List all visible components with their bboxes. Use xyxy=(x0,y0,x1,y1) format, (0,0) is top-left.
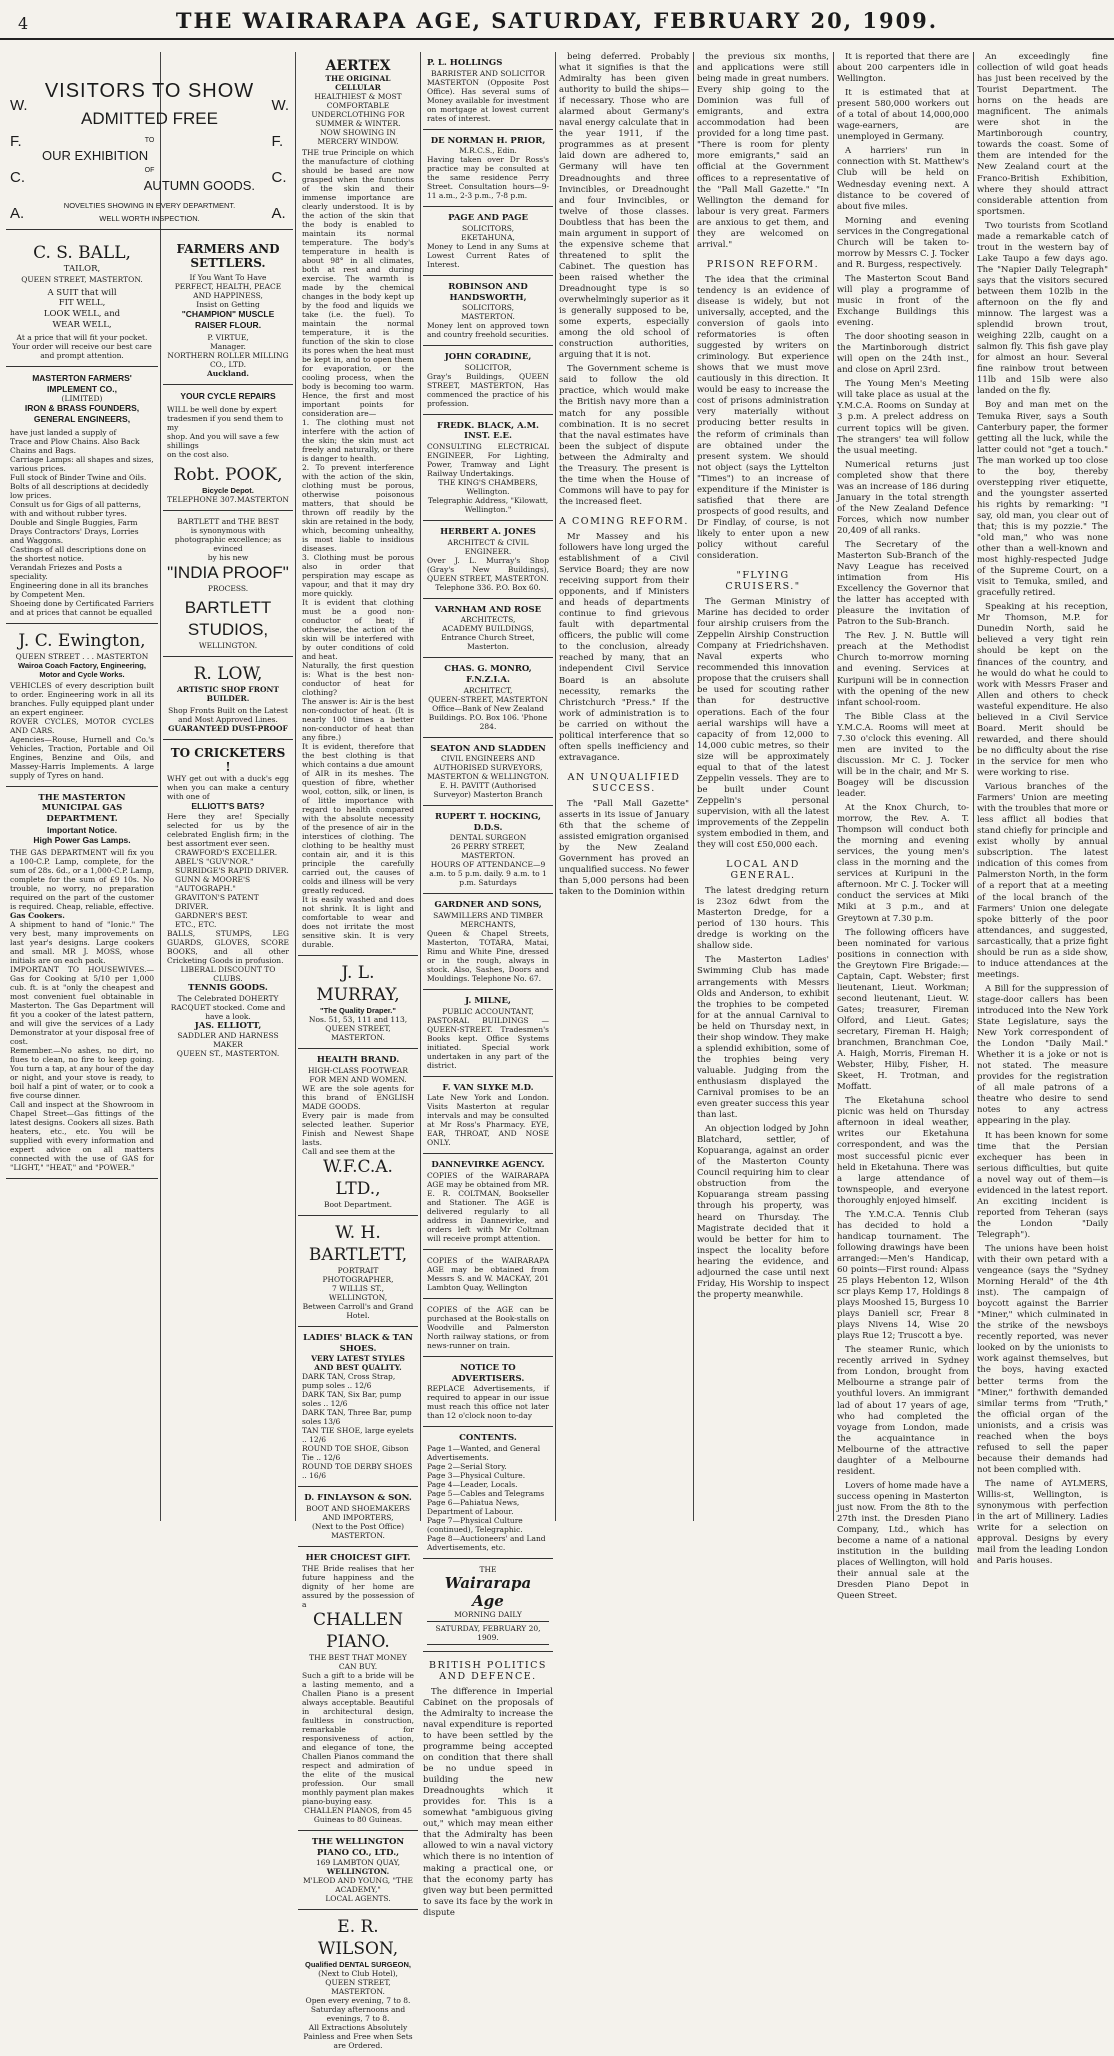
column-5: being deferred. Probably what it signifies is that the Admiralty has been given authority to build the ships—if necessary. Those who are alarmed about Germany's naval energy calculate that in the year 1911, if the programmes as at present laid down are adhered to, Germany will have ten Dreadnoughts and three Invincibles, or Dreadnought and four Invincibles, or twelve of those classes. Doubtless that has been the main argument in support of the expensive scheme that threatened to split the Cabinet. The question has been raised whether the Dreadnought type is so overwhelmingly superior as it is generally supposed to be, some experts, especially among the old school of construction authorities, arguing that it is not. The Government scheme is said to follow the old practice, which would make the British navy more than a match for any possible combination. It is no secret that the naval estimates have been the subject of dispute between the Admiralty and the Treasury. The present is the time when the House of Commons will have to pay for the increased fleet. A COMING REFORM. Mr Massey and his followers have long urged the establishment of a Civil Service Board; they are now receiving support from their opponents, and if Ministers and heads of departments continue to find grievous fault with departmental officers, the public will come to the conclusion, already reached by many, that an independent Civil Service Board is an absolute necessity, remarks the Christchurch "Press." If the work of administration is to be carried on without the political interference that so often spells inefficiency and extravagance. AN UNQUALIFIED SUCCESS. The "Pall Mall Gazette" asserts in its issue of January 6th that the scheme of assisted emigration organised by the New Zealand Government has proved an unqualified success. No fewer than 5,000 persons had been taken to the Dominion within xyxy=(559,52,689,898)
wfca-ltd: W.F.C.A. LTD., xyxy=(323,1156,393,1199)
column-rule xyxy=(160,52,161,1521)
wellington-piano-ad: THE WELLINGTON PIANO CO., LTD., 169 LAMBTON QUAY, WELLINGTON. M'LEOD AND YOUNG, "THE ACADEMY," LOCAL AGENTS. xyxy=(298,1831,418,1910)
wfca-of: OF xyxy=(144,167,155,174)
shoes-ad: LADIES' BLACK & TAN SHOES. VERY LATEST STYLES AND BEST QUALITY. DARK TAN, Cross Strap, pump soles .. 12/6 DARK TAN, Six Bar, pump soles .. 12/6 DARK TAN, Three Bar, pump soles 13/6 TAN TIE SHOE, large eyelets .. 12/6 ROUND TOE SHOE, Gibson Tie .. 12/6 ROUND TOE DERBY SHOES .. 16/6 xyxy=(298,1327,418,1487)
wilson-ad: E. R. WILSON, Qualified DENTAL SURGEON, (Next to Club Hotel), QUEEN STREET, MASTERTON. Open every evening, 7 to 8. Saturday afternoons and evenings, 7 to 8. All Extractions Absolutely Painless and Free when Sets are Ordered. xyxy=(303,1917,413,2051)
bartlett-proof-ad: BARTLETT and THE BEST is synonymous with photographic excellence; as evinced by his new "INDIA PROOF" PROCESS. BARTLETT STUDIOS, WELLINGTON. xyxy=(163,511,293,657)
finlayson-ad: D. FINLAYSON & SON. BOOT AND SHOEMAKERS AND IMPORTERS, (Next to the Post Office) MASTERTON. xyxy=(298,1487,418,1547)
low-ad: R. LOW, ARTISTIC SHOP FRONT BUILDER. Shop Fronts Built on the Latest and Most Approved Lines. GUARANTEED DUST-PROOF xyxy=(163,657,293,740)
low-name: R. LOW, xyxy=(193,664,263,685)
column-rule xyxy=(295,52,296,1521)
bartlett-ad: W. H. BARTLETT, PORTRAIT PHOTOGRAPHER, 7 WILLIS ST., WELLINGTON, Between Carroll's and Grand Hotel. xyxy=(298,1216,418,1327)
jones-card: HERBERT A. JONES ARCHITECT & CIVIL ENGINEER. Over J. L. Murray's Shop (Gray's New Buildings), QUEEN STREET, MASTERTON. Telephone 336. P.O. Box 60. xyxy=(423,521,553,599)
column-8: An exceedingly fine collection of wild goat heads has just been received by the Tourist Department. The horns on the heads are magnificent. The animals were shot in the Martinborough country, towards the coast. Some of them are intended for the New Zealand court at the Franco-British Exhibition, where they should attract considerable attention from sportsmen. Two tourists from Scotland made a remarkable catch of trout in the western bay of Lake Taupo a few days ago. The "Napier Daily Telegraph" says that the visitors secured between them 102lb in the afternoon on the fly and minnow. The largest was a splendid brown trout, weighing 22lb, caught on a salmon fly. This fish gave play for almost an hour. Several fine rainbow trout between 11lb and 15lb were also landed on the fly. Boy and man met on the Temuka River, says a South Canterbury paper, the former getting all the luck, while the latter could not "get a touch." The man worked up too close to the boy, thereby overstepping river etiquette, and the youngster asserted his rights by remarking: "I say, old man, you clear out of that; this is my pozzie." The "old man," who was none other than a well-known and most highly-respected Judge of the Supreme Court, on a visit to Temuka, smiled, and gracefully retired. Speaking at his reception, Mr Thomson, M.P. for Dunedin North, said he believed a very tight rein should be kept on the finances of the country, and he would do what he could to work with Messrs Fraser and Allen and others to check wasteful expenditure. He also believed in a Civil Service Board. Merit should be rewarded, and there should be no difficulty about the rise in the service for men who were working to rise. Various branches of the Farmers' Union are meeting with the troubles that more or less afflict all bodies that stand chiefly for principle and exist wholly by annual subscription. The latest indication of this comes from Palmerston North, in the form of a report that at a meeting of the local branch of the Farmers' Union one delegate spoke bitterly of the poor attendances, and suggested, sarcastically, that a prize fight should be run as a side show, to induce attendances at the meetings. A Bill for the suppression of stage-door callers has been introduced into the New York State Legislature, says the New York correspondent of the London "Daily Mail." Whether it is a joke or not is not stated. The measure provides for the registration of all male patrons of a theatre who desire to send notes to any actress appearing in the play. It has been known for some time that the Persian exchequer has been in serious difficulties, but quite a novel way out of them—is evidenced in the latest report. An exciting incident is reported from Teheran (says the London "Daily Telegraph"). The unions have been hoist with their own petard with a vengeance (says the "Sydney Morning Herald" of the 4th inst). The campaign of boycott against the Barrier "Miner," which culminated in the strike of the newsboys recently reported, was never looked on by the unionists to work against themselves, but the boys, having exacted better terms from the "Miner," forthwith demanded similar terms from "Truth," the official organ of the unionists, and a crisis was reached when the boys refused to sell the paper because their demands had not been complied with. The name of AYLMERS, Willis-st, Wellington, is synonymous with perfection in the art of Millinery. Ladies write for a selection on approval. Designs by every mail from the leading London and Paris houses. xyxy=(977,52,1108,1567)
pook-name: Robt. POOK, xyxy=(173,464,283,485)
column-rule xyxy=(693,52,694,1521)
wfca-autumn: AUTUMN GOODS. xyxy=(143,178,255,193)
column-7: It is reported that there are about 200 carpenters idle in Wellington. It is estimated that at present 580,000 workers out of a total of about 14,000,000 wage-earners, are unemployed in Germany. A harriers' run in connection with St. Matthew's Club will be held on Wednesday evening next. A distance to be covered of about five miles. Morning and evening services in the Congregational Church will be taken to-morrow by Messrs C. J. Tocker and R. Burgess, respectively. The Masterton Scout Band will play a programme of music in front of the Exchange Buildings this evening. The door shooting season in the Martinborough district will open on the 24th inst., and close on April 23rd. The Young Men's Meeting will take place as usual at the Y.M.C.A. Rooms on Sunday at 3 p.m. A prelect address on current topics will be given. The strangers' tea will follow the usual meeting. Numerical returns just completed show that there was an increase of 186 during January in the total strength of the New Zealand Defence Forces, which now number 20,409 of all ranks. The Secretary of the Masterton Sub-Branch of the Navy League has received intimation from His Excellency the Governor that the latter has accepted with pleasure the invitation of Patron to the Sub-Branch. The Rev. J. N. Buttle will preach at the Methodist Church to-morrow morning and evening. Services at Kuripuni will be in connection with the opening of the new infant school-room. The Bible Class at the Y.M.C.A. Rooms will meet at 7.30 o'clock this evening. All men are invited to the discussion. Mr C. J. Tocker will be in the chair, and Mr S. Boagey will be discussion leader. At the Knox Church, to-morrow, the Rev. A. T. Thompson will conduct both the morning and evening services, the young men's class in the morning and the services at Kuripuni in the afternoon. Mr C. J. Tocker will conduct the services at Miki Miki at 3 p.m., and at Greytown at 7.30 p.m. The following officers have been nominated for various positions in connection with the Greytown Fire Brigade:—Captain, Capt. Webster; first lieutenant, Lieut. Workman; second lieutenant, Lieut. W. Gates; treasurer, Fireman Olford, and Lieut. Gates; secretary, Fireman H. Haigh; branchmen, Branchman Coe, A. Haigh, Morris, Fireman H. Webster, Hiiby, Fisher, H. Skeet, H. Trotman, and Moffatt. The Eketahuna school picnic was held on Thursday afternoon in ideal weather, writes our Eketahuna correspondent, and was the most successful picnic ever held in Eketahuna. There was a large attendance of townspeople, and everyone thoroughly enjoyed himself. The Y.M.C.A. Tennis Club has decided to hold a handicap tournament. The following drawings have been arranged:—Men's Handicap, 60 points—First round: Alpass 25 plays Hebenton 12, Wilson scr plays Kemp 17, Holdings 8 plays Mooshed 15, Burgess 10 plays Daniell scr, Frear 8 plays Nivens 14, Wise 20 plays Rue 12; Truscott a bye. The steamer Runic, which recently arrived in Sydney from London, brought from Melbourne a strange pair of youthful lovers. An immigrant lad of about 17 years of age, who had completed the voyage from London, made the acquaintance in Melbourne of the attractive daughter of a Melbourne resident. Lovers of home made have a success opening in Masterton just now. From the 8th to the 27th inst. the Dresden Piano Company, Ltd., which has become a name of a national institution in the building places of Wellington, will hold their annual sale at the Dresden Piano Depot in Queen Street. xyxy=(837,52,969,1602)
hollings-card: P. L. HOLLINGS BARRISTER AND SOLICITOR MASTERTON (Opposite Post Office). Has several sums of Money available for investment on mortgage at lowest current rates of interest. xyxy=(423,52,553,130)
ewington-name: J. C. Ewington, xyxy=(18,630,146,651)
milne-card: J. MILNE, PUBLIC ACCOUNTANT, PASTORAL BUILDINGS — QUEEN-STREET. Tradesmen's Books kept. Office Systems initiated. Special work undertaken in any part of the district. xyxy=(423,990,553,1077)
wfca-subheadline: ADMITTED FREE xyxy=(81,109,218,128)
vanslyke-card: F. VAN SLYKE M.D. Late New York and London. Visits Masterton at regular intervals and may be consulted at Mr Ross's Pharmacy. EYE, EAR, THROAT, AND NOSE ONLY. xyxy=(423,1077,553,1155)
monro-card: CHAS. G. MONRO, F.N.Z.I.A. ARCHITECT, QUEEN-STREET, MASTERTON Office—Bank of New Zealand Buildings. P.O. Box 106. 'Phone 284. xyxy=(423,658,553,737)
wfca-to: TO xyxy=(144,137,155,144)
ball-address: QUEEN STREET, MASTERTON. xyxy=(21,274,143,284)
ewington-ad: J. C. Ewington, QUEEN STREET . . . MASTERTON Wairoa Coach Factory, Engineering, Motor and Cycle Works. VEHICLES of every description built to order. Engineering work in all its branches. Fully equipped plant under an expert engineer. ROVER CYCLES, MOTOR CYCLES AND CARS. Agencies—Rouse, Hurnell and Co.'s Vehicles, Traction, Portable and Oil Engines, Benzine and Oils, and Massey-Harris Implements. A large supply of Tyres on hand. xyxy=(6,624,158,787)
implement-title: MASTERTON FARMERS' IMPLEMENT CO., xyxy=(32,373,132,394)
dannevirke-notice: DANNEVIRKE AGENCY. COPIES of the WAIRARAPA AGE may be obtained from MR. E. R. COLTMAN, Bookseller and Stationer. The AGE is delivered regularly to all address in Dannevirke, and orders left with Mr Coltman will receive prompt attention. xyxy=(423,1154,553,1250)
page-card: PAGE AND PAGE SOLICITORS, EKETAHUNA, Money to Lend in any Sums at Lowest Current Rates of Interest. xyxy=(423,207,553,276)
ball-name: C. S. BALL, xyxy=(33,243,131,263)
bartlett-studios: BARTLETT STUDIOS, xyxy=(184,598,272,640)
wfca-novelties: NOVELTIES SHOWING IN EVERY DEPARTMENT. xyxy=(63,201,236,210)
ball-ad: C. S. BALL, TAILOR, QUEEN STREET, MASTERTON. A SUIT that will FIT WELL, LOOK WELL, and WEAR WELL, At a price that will fit your pocket. Your order will receive our best care and prompt attention. xyxy=(6,236,158,367)
wellington-copies-notice: COPIES of the WAIRARAPA AGE may be obtained from Messrs S. and W. MACKAY, 201 Lambton Quay, Wellington xyxy=(423,1250,553,1299)
editorial-article: BRITISH POLITICS AND DEFENCE. The difference in Imperial Cabinet on the proposals of the Admiralty to increase the naval expenditure is reported to have been settled by the programme being accepted on condition that there shall be no undue speed in building the new Dreadnoughts which it provides for. This is a somewhat "ambiguous giving out," which may mean either that the Admiralty has been allowed to win a naval victory which there is no intention of making a practical one, or that the economy party has given way but been permitted to save its face by the work in dispute xyxy=(423,1659,553,1918)
page-header xyxy=(0,0,1114,40)
column-rule xyxy=(833,52,834,1521)
column-rule xyxy=(420,52,421,1521)
cricketers-ad: TO CRICKETERS ! WHY get out with a duck's egg when you can make a century with one of ELLIOTT'S BATS? Here they are! Specially selected for us by the celebrated English firm; in the best assortment ever seen. CRAWFORD'S EXCELLER. ABEL'S "GUV'NOR." SURRIDGE'S RAPID DRIVER. GUNN & MOORE'S "AUTOGRAPH." GRAVITON'S PATENT DRIVER. GARDNER'S BEST. ETC., ETC. BALLS, STUMPS, LEG GUARDS, GLOVES, SCORE BOOKS, and all other Cricketing Goods in profusion. LIBERAL DISCOUNT TO CLUBS. TENNIS GOODS. The Celebrated DOHERTY RACQUET stocked. Come and have a look. JAS. ELLIOTT, SADDLER AND HARNESS MAKER QUEEN ST., MASTERTON. xyxy=(167,746,289,1059)
masthead: THE WAIRARAPA AGE, SATURDAY, FEBRUARY 20, 1909. xyxy=(175,8,939,33)
implement-ad: MASTERTON FARMERS' IMPLEMENT CO., (LIMITED) IRON & BRASS FOUNDERS, GENERAL ENGINEERS, have just landed a supply of Trace and Plow Chains. Also Back Chains and Bags. Carriage Lamps: all shapes and sizes, various prices. Full stock of Binder Twine and Oils. Bolts of all descriptions at decidedly low prices. Consult us for Gigs of all patterns, with and without rubber tyres. Double and Single Buggies, Farm Drays Contractors' Drays, Lorries and Waggons. Castings of all descriptions done on the shortest notice. Verandah Friezes and Posts a speciality. Engineering done in all its branches by Competent Men. Shoeing done by Certificated Farriers and at prices that cannot be equalled xyxy=(6,367,158,624)
murray-name: J. L. MURRAY, xyxy=(316,963,400,1006)
advertisers-notice: NOTICE TO ADVERTISERS. REPLACE Advertisements, if required to appear in our issue must reach this office not later than 12 o'clock noon to-day xyxy=(423,1357,553,1427)
india-proof: "INDIA PROOF" xyxy=(167,562,289,582)
cricketers-title: TO CRICKETERS ! xyxy=(170,746,286,775)
aertex-title: AERTEX xyxy=(325,58,391,74)
page-number: 4 xyxy=(18,14,29,33)
black-card: FREDK. BLACK, A.M. INST. E.E. CONSULTING ELECTRICAL ENGINEER, For Lighting, Power, Tramway and Light Railway Undertakings. THE KING'S CHAMBERS, Wellington. Telegraphic Address, "Kilowatt, Wellington." xyxy=(423,415,553,521)
gas-title: THE MASTERTON MUNICIPAL GAS DEPARTMENT. xyxy=(38,792,126,825)
varnham-card: VARNHAM AND ROSE ARCHITECTS, ACADEMY BUILDINGS, Entrance Church Street, Masterton. xyxy=(423,599,553,659)
wfca-our-exhibition: OUR EXHIBITION xyxy=(42,148,149,163)
murray-ad: J. L. MURRAY, "The Quality Draper." Nos. 51, 53, 111 and 113, QUEEN STREET, MASTERTON. xyxy=(298,956,418,1049)
wfca-headline: VISITORS TO SHOW xyxy=(44,80,255,102)
health-brand-ad: HEALTH BRAND. HIGH-CLASS FOOTWEAR FOR MEN AND WOMEN. WE are the sole agents for this brand of ENGLISH MADE GOODS. Every pair is made from selected leather. Superior Finish and Newest Shape lasts. Call and see them at the W.F.C.A. LTD., Boot Department. xyxy=(298,1049,418,1216)
champion-flour: "CHAMPION" MUSCLE RAISER FLOUR. xyxy=(181,309,275,330)
farmers-ad: FARMERS AND SETTLERS. If You Want To Have PERFECT, HEALTH, PEACE AND HAPPINESS, Insist on Getting "CHAMPION" MUSCLE RAISER FLOUR. P. VIRTUE, Manager. NORTHERN ROLLER MILLING CO., LTD. Auckland. xyxy=(163,236,293,385)
choicest-gift-ad: HER CHOICEST GIFT. THE Bride realises that her future happiness and the dignity of her home are assured by the possession of a CHALLEN PIANO. THE BEST THAT MONEY CAN BUY. Such a gift to a bride will be a lasting memento, and a Challen Piano is a present always acceptable. Beautiful in architectural design, faultless in construction, remarkable for responsiveness of action, and elegance of tone, the Challen Pianos command the respect and admiration of the elite of the musical profession. Our small monthly payment plan makes piano-buying easy. CHALLEN PIANOS, from 45 Guineas to 80 Guineas. xyxy=(298,1547,418,1831)
gardner-card: GARDNER AND SONS, SAWMILLERS AND TIMBER MERCHANTS, Queen & Chapel Streets, Masterton, TOTARA, Matai, Rimu and White Pine, dressed or in the rough, always in stock. Also, Sashes, Doors and Mouldings. Telephone No. 67. xyxy=(423,894,553,990)
hocking-card: RUPERT T. HOCKING, D.D.S. DENTAL SURGEON 26 PERRY STREET, MASTERTON. HOURS OF ATTENDANCE—9 a.m. to 5 p.m. daily. 9 a.m. to 1 p.m. Saturdays xyxy=(423,806,553,894)
railway-copies-notice: COPIES of the AGE can be purchased at the Book-stalls on Woodville and Palmerston North railway stations, or from news-runner on train. xyxy=(423,1299,553,1357)
column-rule xyxy=(555,52,556,1521)
prior-card: DE NORMAN H. PRIOR, M.R.C.S., Edin. Having taken over Dr Ross's practice may be consulted at the same residence Perry Street. Consultation hours—9-11 a.m., 2-3 p.m., 7-8 p.m. xyxy=(423,130,553,208)
wfca-left-letters: W. F. C. A. xyxy=(10,97,28,222)
health-title: HEALTH BRAND. xyxy=(316,1055,400,1066)
ball-trade: TAILOR, xyxy=(63,264,101,275)
editorial-flag: THE Wairarapa Age MORNING DAILY SATURDAY, FEBRUARY 20, 1909. xyxy=(423,1559,553,1652)
wfca-ad xyxy=(6,52,293,230)
paper-title: Wairarapa Age xyxy=(444,1573,532,1610)
cycle-title: YOUR CYCLE REPAIRS xyxy=(180,391,276,402)
farmers-title: FARMERS AND SETTLERS. xyxy=(176,242,280,270)
wfca-right-letters: W. F. C. A. xyxy=(271,97,289,222)
gas-ad: THE MASTERTON MUNICIPAL GAS DEPARTMENT. Important Notice. High Power Gas Lamps. THE GAS DEPARTMENT will fix you a 100-C.P. Lamp, complete, for the sum of 28s. 6d., or a 1,000-C.P. Lamp, complete for the sum of £9 10s. No trouble, no worry, no preparation required on the part of the customer is required. Cheap, reliable, effective. Gas Cookers. A shipment to hand of "Ionic." The very best, many improvements on last year's designs. Large cookers and small. MR J. MOSS, whose initials are on each pack. IMPORTANT TO HOUSEWIVES.—Gas for Cooking at 5/10 per 1,000 cub. ft. is at "only the cheapest and most convenient fuel obtainable in Masterton. The Gas Department will fit you a cooker of the latest pattern, and will give the services of a Lady Demonstrator at your disposal free of cost. Remember.—No ashes, no dirt, no flues to clean, no fire to keep going. You turn a tap, at any hour of the day or night, and your stove is ready, to boil half a pint of water, or to cook a five course dinner. Call and inspect at the Showroom in Chapel Street—Gas fittings of the latest designs. Cookers all sizes. Bath heaters, etc., etc. You will be supplied with every information and expert advice on all matters connected with the use of GAS for "LIGHT," "HEAT," and "POWER." xyxy=(6,787,158,1179)
wfca-inspection: WELL WORTH INSPECTION. xyxy=(99,214,200,223)
aertex-ad: AERTEX THE ORIGINAL CELLULAR HEALTHIEST & MOST COMFORTABLE UNDERCLOTHING FOR SUMMER & WINTER. NOW SHOWING IN MERCERY WINDOW. THE true Principle on which the manufacture of clothing should be based are now grasped when the functions of the skin and their immense importance are clearly understood. It is by the action of the skin that the body is enabled to maintain its normal temperature. The body's temperature in health is about 98° in all climates, both at rest and during exercise. The warmth is made by the chemical changes in the body kept up by the food and liquids we take (i.e. the fuel). To maintain the normal temperature, it is the function of the skin to close its pores when the heat must be kept in, and to open them for evaporation, or the cooling process, when the body is becoming too warm. Hence, the first and most important points for consideration are— 1. The clothing must not interfere with the action of the skin; the skin must act freely and naturally, or there is danger to health. 2. To prevent interference with the action of the skin, clothing must be porous, otherwise poisonous matters, that should be thrown off readily by the skin are retained in the body, which, becoming unhealthy, is most liable to insidious diseases. 3. Clothing must be porous also in order that perspiration may escape as vapour, and that it may dry more quickly. It is evident that clothing must be a good non-conductor of heat; if otherwise, the action of the skin will be interfered with by outer conditions of cold and heat. Naturally, the first question is: What is the best non-conductor of heat for clothing? The answer is: Air is the best non-conductor of heat. (It is nearly 100 times a better non-conductor of heat than any fibre.) It is evident, therefore that the best clothing is that which contains a due amount of AIR in its meshes. The question of fibre, whether wool, cotton, silk, or linen, is of little importance with regard to health compared with the absolute necessity of the presence of air in the interstices of clothing. The clothing to be healthy must contain air, and it is this principle the carefully carried out, the causes of colds and illness will be very greatly reduced. It is easily washed and does not shrink. It is light and comfortable to wear and does not irritate the most sensitive skin. It is very durable. xyxy=(298,52,418,956)
robinson-card: ROBINSON AND HANDSWORTH, SOLICITORS, MASTERTON. Money lent on approved town and country freehold securities. xyxy=(423,276,553,346)
contents-box: CONTENTS. Page 1—Wanted, and General Advertisements. Page 2—Serial Story. Page 3—Physical Culture. Page 4—Leader, Locals. Page 5—Cables and Telegrams Page 6—Pahiatua News, Department of Labour. Page 7—Physical Culture (continued), Telegraphic. Page 8—Auctioneers' and Land Advertisements, etc. xyxy=(423,1427,553,1559)
column-6: the previous six months, and applications were still being made in great numbers. Every ship going to the Dominion was full of emigrants, and extra accommodation had been provided for a long time past. "There is room for plenty more emigrants," said an official at the Government offices to a representative of the "Pall Mall Gazette." "In Wellington the demand for labour is very great. Farmers are anxious to get them, and they are welcomed on arrival." PRISON REFORM. The idea that the criminal tendency is an evidence of disease is widely, but not universally, accepted, and the conversion of gaols into reformatories is often suggested by writers on criminology. But experience shows that we must move cautiously in this direction. It would be easy to increase the cost of prisons administration very materially without producing better results in the reform of criminals than are obtained under the present system. We should not object (says the Lyttelton "Times") to an increase of expenditure if the Minister is satisfied that there are prospects of good results, and Dr Findlay, of course, is not likely to enter upon a new policy without careful consideration. "FLYING CRUISERS." The German Ministry of Marine has decided to order four airship cruisers from the Zeppelin Airship Construction Company at Friedrichshaven. Naval experts who recommended this innovation propose that the cruisers shall be used for scouting rather than for destructive operations. Each of the four aerial warships will have a capacity of from 12,000 to 14,000 cubic metres, so their size will be approximately equal to that of the latest Zeppelin vessels. They are to be built under Count Zeppelin's personal supervision, with all the latest improvements of the Zeppelin system embodied in them, and they will cost £50,000 each. LOCAL AND GENERAL. The latest dredging return is 23oz 6dwt from the Masterton Dredge, for a period of 130 hours. This dredge is working on the shallow side. The Masterton Ladies' Swimming Club has made arrangements with Messrs Olds and Anderson, to exhibit the trophies to be competed for at the annual Carnival to be held on Thursday next, in their shop window. They make a splendid exhibition, some of the trophies being very valuable. Judging from the enthusiasm displayed the Carnival promises to be an even greater success this year than last. An objection lodged by John Blatchard, settler, of Kopuaranga, against an order of the Masterton County Council requiring him to clear obstruction from the Kopuaranga stream passing through his property, was heard on Thursday. The Magistrate decided that it would be better for him to inspect the locality before hearing the evidence, and adjourned the case until next Friday, His Worship to inspect the property meanwhile. xyxy=(697,52,829,1300)
coradine-card: JOHN CORADINE, SOLICITOR, Gray's Buildings, QUEEN STREET, MASTERTON, Has commenced the practice of his profession. xyxy=(423,346,553,415)
seaton-card: SEATON AND SLADDEN CIVIL ENGINEERS AND AUTHORISED SURVEYORS, MASTERTON & WELLINGTON. E. H. PAVITT (Authorised Surveyor) Masterton Branch xyxy=(423,738,553,807)
cycle-ad: YOUR CYCLE REPAIRS WILL be well done by expert tradesmen if you send them to my shop. And you will save a few shillings on the cost also. Robt. POOK, Bicycle Depot. TELEPHONE 307. MASTERTON xyxy=(163,385,293,511)
column-rule xyxy=(973,52,974,1521)
